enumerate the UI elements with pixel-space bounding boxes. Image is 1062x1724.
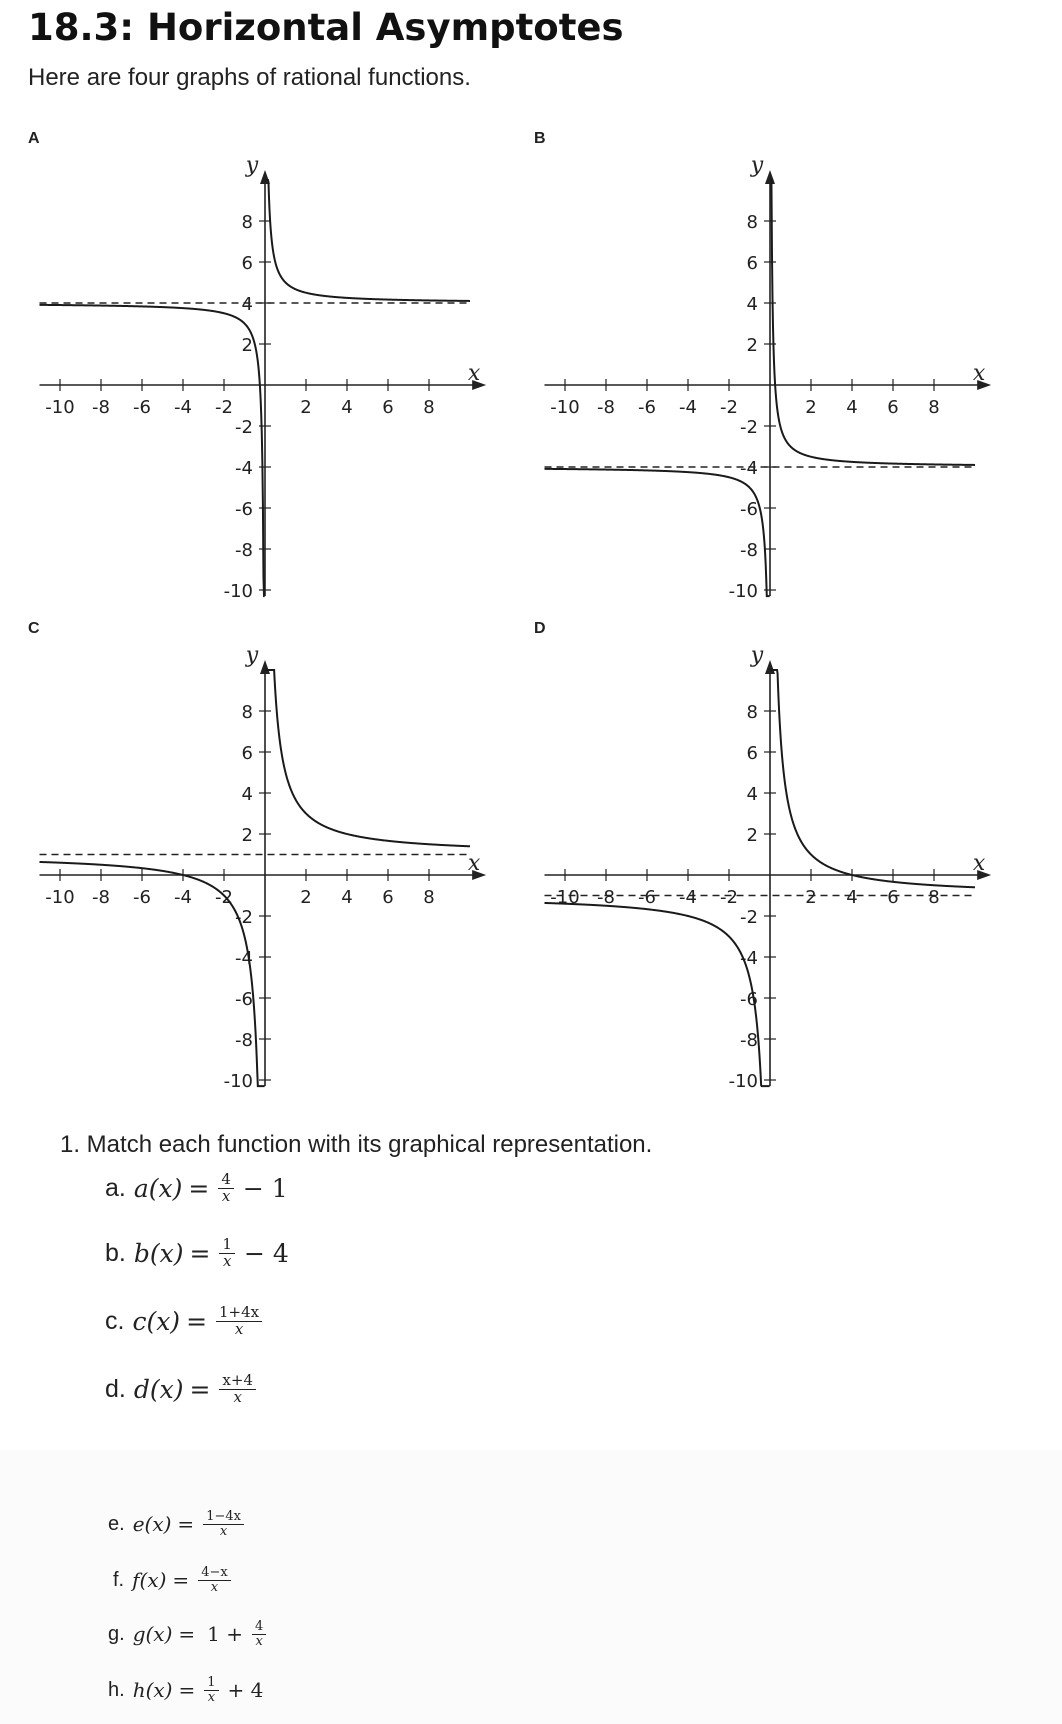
fraction-numerator: 4−x — [198, 1566, 231, 1581]
function-name: c(x) — [132, 1306, 181, 1336]
function-option — [113, 1566, 234, 1594]
function-name: e(x) — [132, 1512, 172, 1537]
y-tick-label: -2 — [740, 417, 758, 438]
x-tick-label: 8 — [423, 397, 435, 418]
x-axis-label: x — [467, 851, 481, 876]
x-axis-label: x — [972, 851, 986, 876]
y-tick-label: 2 — [746, 825, 758, 846]
y-tick-label: 2 — [746, 335, 758, 356]
equals-sign: = — [178, 1678, 196, 1703]
x-tick-label: -8 — [597, 397, 615, 418]
function-name: g(x) — [132, 1622, 173, 1647]
graph-a — [45, 152, 530, 602]
x-tick-label: 4 — [341, 397, 353, 418]
x-tick-label: 6 — [887, 887, 899, 908]
y-tick-label: -4 — [740, 458, 758, 479]
fraction — [216, 1305, 262, 1338]
x-tick-label: 4 — [846, 887, 858, 908]
x-tick-label: -10 — [45, 397, 75, 418]
y-axis-arrow — [765, 170, 775, 184]
fraction — [198, 1566, 231, 1594]
fraction-denominator: x — [221, 1186, 231, 1205]
y-tick-label: -2 — [235, 417, 253, 438]
x-tick-label: -4 — [679, 887, 697, 908]
expression-tail: − 4 — [243, 1238, 289, 1268]
x-tick-label: 2 — [300, 397, 312, 418]
x-tick-label: 4 — [846, 397, 858, 418]
fraction-denominator: x — [219, 1523, 228, 1539]
page-title: 18.3: Horizontal Asymptotes — [28, 6, 624, 49]
fraction — [252, 1620, 266, 1648]
fraction-numerator: x+4 — [219, 1373, 256, 1390]
x-tick-label: -8 — [597, 887, 615, 908]
fraction-denominator: x — [210, 1579, 219, 1595]
y-tick-label: 4 — [241, 784, 253, 805]
fraction-numerator: 4 — [252, 1620, 266, 1635]
y-tick-label: -10 — [728, 1071, 758, 1092]
function-option — [108, 1620, 269, 1648]
x-tick-label: -4 — [174, 887, 192, 908]
function-option — [108, 1510, 247, 1538]
function-curve — [770, 670, 975, 887]
y-tick-label: -6 — [740, 499, 758, 520]
x-tick-label: 2 — [805, 887, 817, 908]
x-tick-label: -6 — [133, 397, 151, 418]
expression-tail: − 1 — [242, 1173, 288, 1203]
y-tick-label: 6 — [241, 743, 253, 764]
x-tick-label: -2 — [720, 887, 738, 908]
function-curve — [770, 180, 975, 465]
x-tick-label: -10 — [550, 887, 580, 908]
y-tick-label: -8 — [740, 1030, 758, 1051]
y-tick-label: -6 — [740, 989, 758, 1010]
x-tick-label: 8 — [928, 397, 940, 418]
function-curve — [40, 305, 265, 596]
y-tick-label: 8 — [746, 702, 758, 723]
function-curve — [265, 670, 470, 846]
x-tick-label: 2 — [300, 887, 312, 908]
x-tick-label: 4 — [341, 887, 353, 908]
option-letter: b. — [105, 1238, 126, 1267]
y-tick-label: -2 — [235, 907, 253, 928]
option-letter: d. — [105, 1374, 126, 1403]
fraction-numerator: 4 — [218, 1172, 234, 1189]
option-letter: h. — [108, 1678, 125, 1701]
x-tick-label: -2 — [215, 397, 233, 418]
graph-c — [45, 642, 530, 1092]
equals-sign: = — [177, 1512, 195, 1537]
fraction-denominator: x — [222, 1251, 232, 1270]
fraction-numerator: 1 — [219, 1237, 235, 1254]
y-tick-label: 6 — [241, 253, 253, 274]
fraction-denominator: x — [233, 1387, 242, 1406]
equals-sign: = — [186, 1306, 208, 1336]
x-tick-label: -8 — [92, 887, 110, 908]
graph-c-label: C — [28, 620, 40, 637]
function-curve — [545, 903, 770, 1086]
graph-d-label: D — [534, 620, 546, 637]
x-axis-label: x — [467, 361, 481, 386]
graph-b-label: B — [534, 130, 546, 147]
y-tick-label: 8 — [241, 212, 253, 233]
graph-a-label: A — [28, 130, 40, 147]
y-tick-label: 6 — [746, 253, 758, 274]
y-tick-label: 4 — [241, 294, 253, 315]
function-name: f(x) — [132, 1568, 167, 1593]
fraction — [203, 1510, 244, 1538]
function-option — [105, 1305, 265, 1338]
x-tick-label: 2 — [805, 397, 817, 418]
function-curve — [545, 469, 770, 596]
y-axis-label: y — [245, 152, 259, 178]
fraction — [204, 1676, 218, 1704]
x-tick-label: 6 — [887, 397, 899, 418]
x-tick-label: -10 — [550, 397, 580, 418]
x-tick-label: -6 — [638, 397, 656, 418]
equals-sign: = — [189, 1238, 211, 1268]
y-tick-label: -4 — [235, 458, 253, 479]
y-axis-label: y — [750, 152, 764, 178]
y-axis-arrow — [260, 660, 270, 674]
function-name: d(x) — [133, 1374, 184, 1404]
option-letter: a. — [105, 1173, 126, 1202]
fraction-numerator: 1 — [204, 1676, 218, 1691]
y-tick-label: -10 — [728, 581, 758, 602]
fraction-numerator: 1−4x — [203, 1510, 244, 1525]
fraction-denominator: x — [234, 1319, 244, 1338]
fraction-numerator: 1+4x — [216, 1305, 262, 1322]
x-axis-label: x — [972, 361, 986, 386]
function-name: a(x) — [133, 1173, 183, 1203]
y-tick-label: 6 — [746, 743, 758, 764]
equals-sign: = — [172, 1568, 190, 1593]
equals-sign: = — [189, 1374, 211, 1404]
function-option — [105, 1237, 295, 1270]
graph-b — [550, 152, 1035, 602]
y-tick-label: -8 — [235, 1030, 253, 1051]
option-letter: e. — [108, 1512, 125, 1535]
x-tick-label: 6 — [382, 397, 394, 418]
y-tick-label: -6 — [235, 499, 253, 520]
fraction-denominator: x — [255, 1633, 263, 1649]
x-tick-label: -10 — [45, 887, 75, 908]
x-tick-label: -6 — [638, 887, 656, 908]
x-tick-label: 6 — [382, 887, 394, 908]
y-tick-label: -10 — [223, 581, 253, 602]
x-tick-label: -2 — [720, 397, 738, 418]
question-text: 1. Match each function with its graphical representation. — [60, 1131, 653, 1158]
graph-d — [550, 642, 1035, 1092]
y-axis-label: y — [750, 642, 764, 668]
y-tick-label: 2 — [241, 825, 253, 846]
y-axis-arrow — [765, 660, 775, 674]
fraction-denominator: x — [207, 1689, 216, 1705]
function-option — [108, 1676, 269, 1704]
x-tick-label: 8 — [423, 887, 435, 908]
y-tick-label: -6 — [235, 989, 253, 1010]
y-tick-label: -2 — [740, 907, 758, 928]
y-tick-label: 8 — [241, 702, 253, 723]
equals-sign: = — [178, 1622, 196, 1647]
y-tick-label: -4 — [740, 948, 758, 969]
function-option — [105, 1172, 294, 1205]
intro-text: Here are four graphs of rational functions. — [28, 64, 471, 91]
function-option — [105, 1373, 259, 1406]
function-name: h(x) — [132, 1678, 173, 1703]
y-tick-label: -8 — [740, 540, 758, 561]
x-tick-label: 8 — [928, 887, 940, 908]
equals-sign: = — [188, 1173, 210, 1203]
x-tick-label: -2 — [215, 887, 233, 908]
y-tick-label: 4 — [746, 784, 758, 805]
y-tick-label: -4 — [235, 948, 253, 969]
fraction — [219, 1237, 235, 1270]
option-letter: g. — [108, 1622, 125, 1645]
x-tick-label: -8 — [92, 397, 110, 418]
x-tick-label: -4 — [174, 397, 192, 418]
x-tick-label: -4 — [679, 397, 697, 418]
y-tick-label: 4 — [746, 294, 758, 315]
fraction — [219, 1373, 256, 1406]
function-curve — [265, 180, 470, 301]
y-tick-label: -10 — [223, 1071, 253, 1092]
option-letter: c. — [105, 1306, 125, 1335]
fraction — [218, 1172, 234, 1205]
function-name: b(x) — [133, 1238, 184, 1268]
x-tick-label: -6 — [133, 887, 151, 908]
y-tick-label: 8 — [746, 212, 758, 233]
y-axis-label: y — [245, 642, 259, 668]
y-tick-label: 2 — [241, 335, 253, 356]
expression-tail: + 4 — [227, 1678, 264, 1703]
option-letter: f. — [113, 1568, 125, 1591]
expression-prefix: 1 + — [207, 1622, 243, 1647]
y-tick-label: -8 — [235, 540, 253, 561]
